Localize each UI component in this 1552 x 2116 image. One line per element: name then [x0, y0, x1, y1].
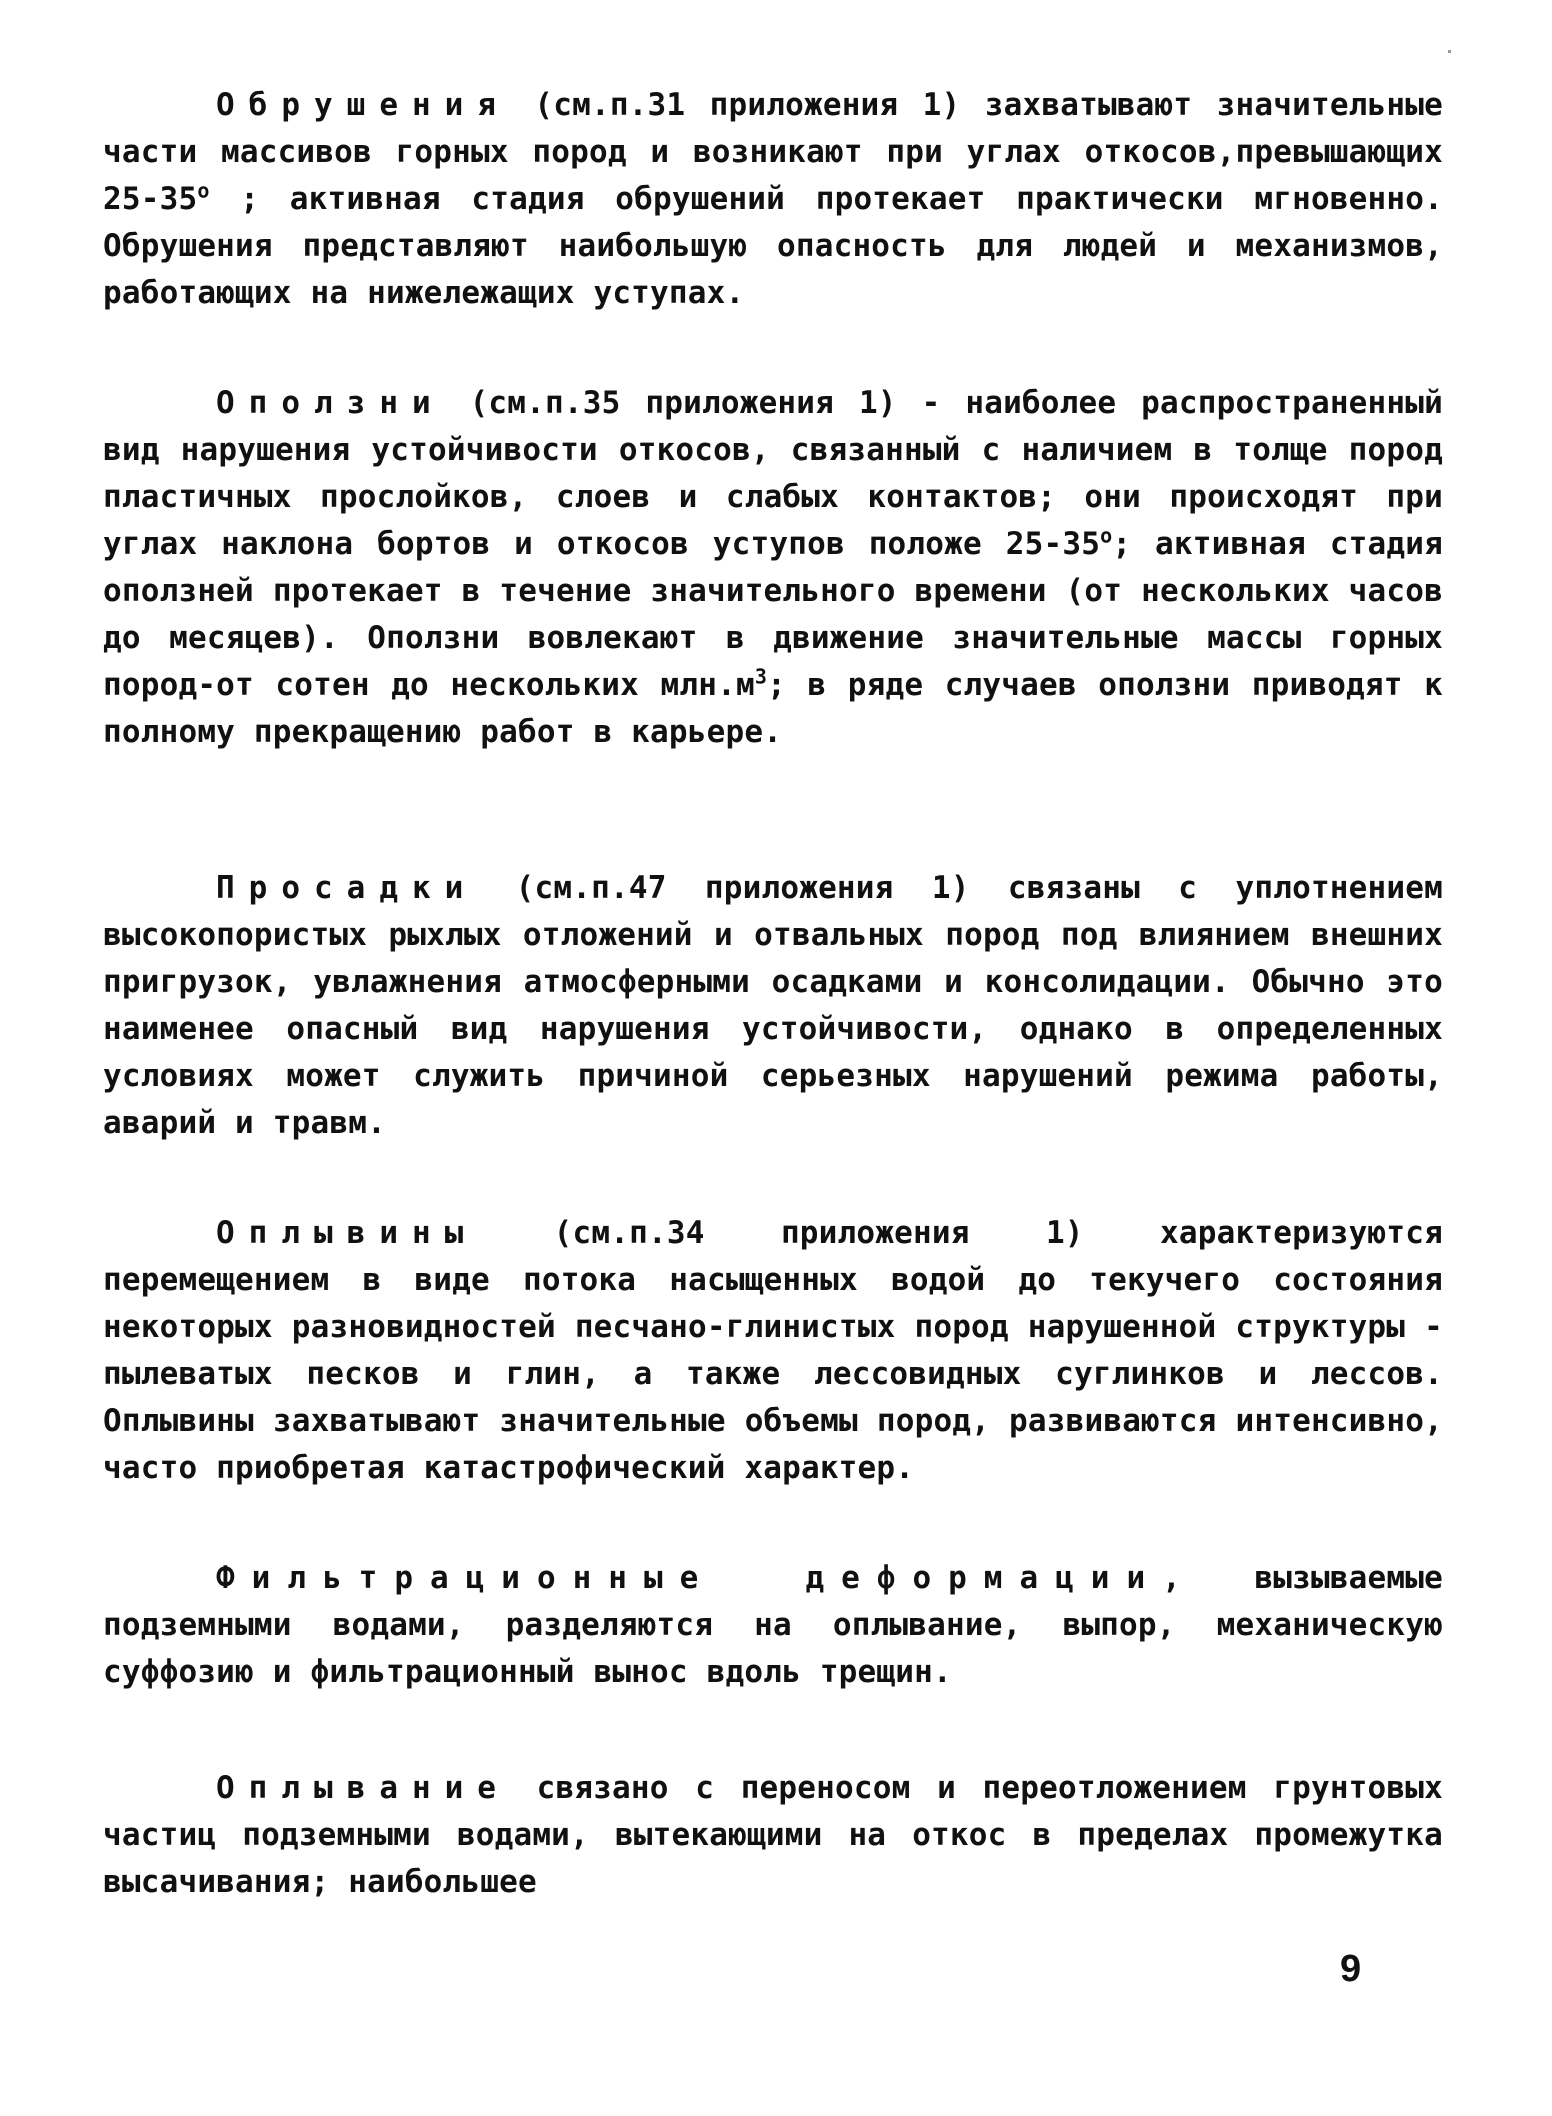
paragraph-text: связано с переносом и переотложением грунтовых частиц подземными водами, вытекающими на откос в пределах промежутка высачивания; наибольшее — [103, 1770, 1443, 1900]
paragraph-obrusheniya — [103, 82, 1443, 317]
term-obrusheniya: Обрушения — [216, 87, 510, 123]
paragraph-text: , вызываемые подземными водами, разделяются на оплывание, выпор, механическую суффозию и фильтрационный вынос вдоль трещин. — [103, 1560, 1443, 1690]
degree-superscript: о — [1100, 523, 1113, 548]
term-oplyviny: Оплывины — [216, 1215, 478, 1251]
paragraph-filtratsionnye-deformatsii — [103, 1555, 1443, 1696]
paragraph-opolzni — [103, 380, 1443, 756]
term-prosadki: Просадки — [216, 870, 478, 906]
paragraph-text: (см.п.35 приложения 1) - наиболее распространенный вид нарушения устойчивости откосов, связанный с наличием в толще пород пластичных прослойков, слоев и слабых контактов; они происходят при углах наклона бортов и откосов уступов положе 25-35 — [103, 385, 1443, 562]
term-opolzni: Оползни — [216, 385, 445, 421]
paragraph-text: (см.п.31 приложения 1) захватывают значительные части массивов горных пород и возникают при углах откосов,превышающих 25-35 — [103, 87, 1443, 217]
paragraph-text-continued: ; активная стадия оползней протекает в течение значительного времени (от нескольких часов до месяцев). Оползни вовлекают в движение значительные массы горных пород-от сотен до нескольких млн.м — [103, 526, 1443, 703]
paragraph-prosadki — [103, 865, 1443, 1147]
paragraph-text-continued: ; активная стадия обрушений протекает практически мгновенно. Обрушения представляют наибольшую опасность для людей и механизмов, работающих на нижележащих уступах. — [103, 181, 1443, 311]
paragraph-text: (см.п.47 приложения 1) связаны с уплотнением высокопористых рыхлых отложений и отвальных пород под влиянием внешних пригрузок, увлажнения атмосферными осадками и консолидации. Обычно это наименее опасный вид нарушения устойчивости, однако в определенных условиях может служить причиной серьезных нарушений режима работы, аварий и травм. — [103, 870, 1443, 1141]
scan-speck — [1448, 50, 1451, 53]
paragraph-text: (см.п.34 приложения 1) характеризуются перемещением в виде потока насыщенных водой до текучего состояния некоторых разновидностей песчано-глинистых пород нарушенной структуры - пылеватых песков и глин, а также лессовидных суглинков и лессов. Оплывины захватывают значительные объемы пород, развиваются интенсивно, часто приобретая катастрофический характер. — [103, 1215, 1443, 1486]
page-number: 9 — [1340, 1948, 1362, 1990]
cubic-superscript: 3 — [754, 664, 768, 689]
term-filtratsionnye-deformatsii: Фильтрационные деформации — [216, 1560, 1163, 1596]
term-oplyvanie: Оплывание — [216, 1770, 510, 1806]
paragraph-oplyviny — [103, 1210, 1443, 1492]
paragraph-oplyvanie — [103, 1765, 1443, 1906]
paragraph-text-end: ; в ряде случаев оползни приводят к полному прекращению работ в карьере. — [103, 667, 1443, 750]
degree-superscript: о — [197, 178, 210, 203]
